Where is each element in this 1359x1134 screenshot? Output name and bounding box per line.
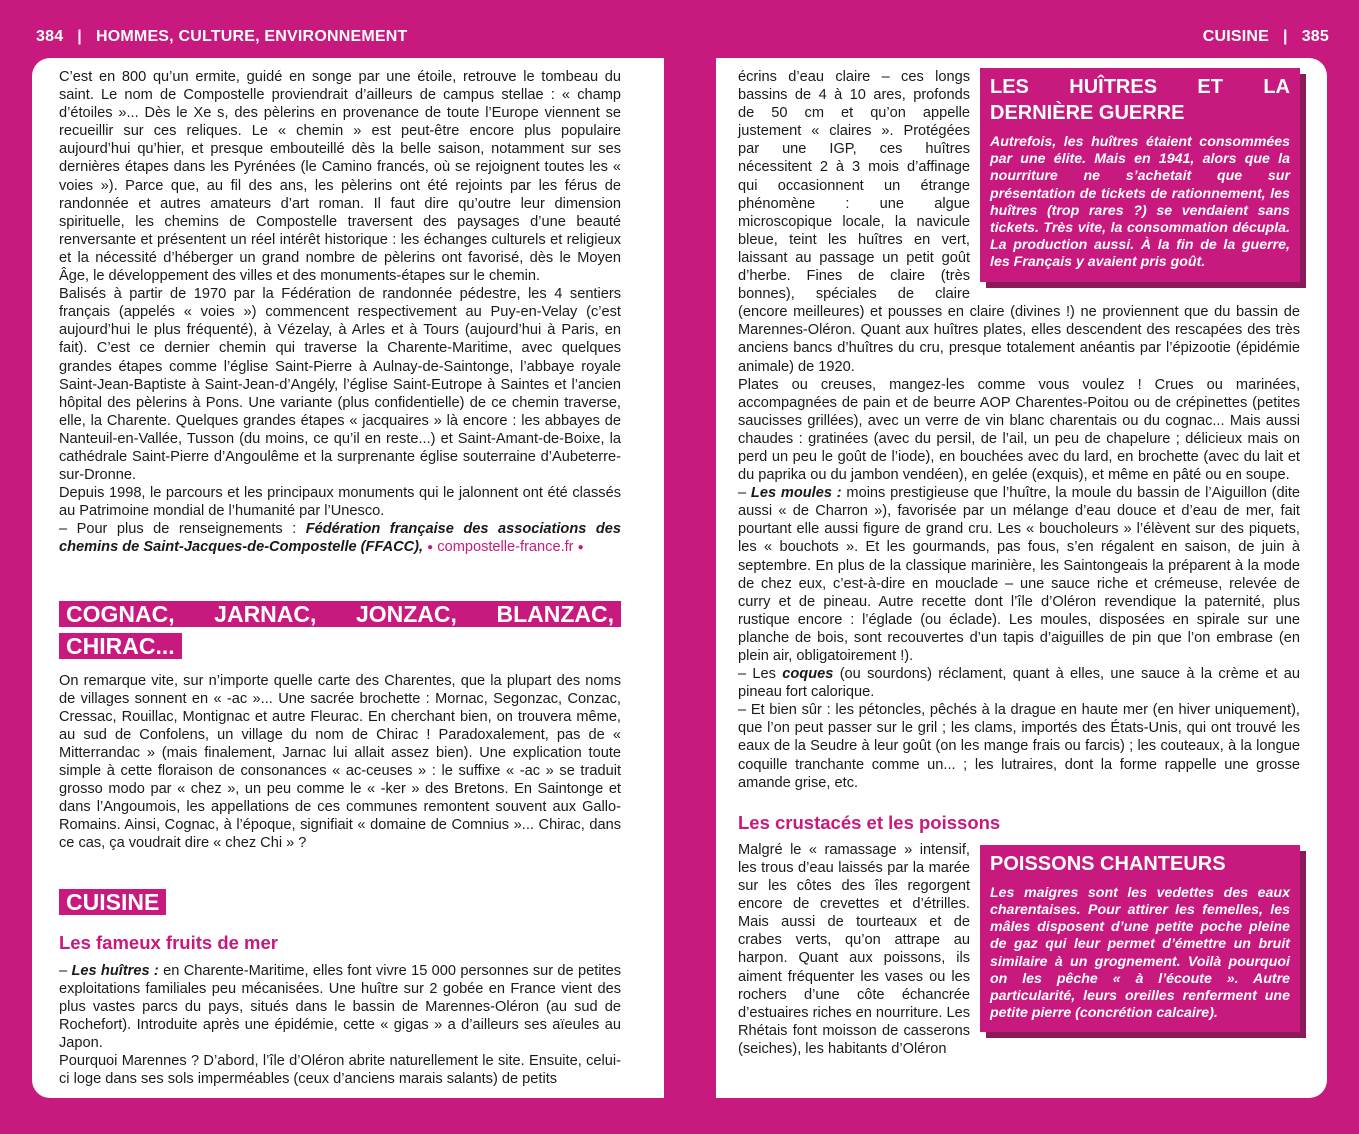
huitres-text: en Charente-Maritime, elles font vivre 15 000 personnes sur de petites exploitations familiales peu mécanisées. Une huître sur 2 gobée en France vient des plus vastes parcs du pays, situés dans le bassin de Marennes-Oléron (au sud de Rochefort). Introduite après une épidémie, cette « gigas » a d’ailleurs ses aïeules au Japon. [59,962,621,1051]
coques-text: (ou sourdons) réclament, quant à elles, une sauce à la crème et au pineau fort calorique. [738,666,1300,701]
paragraph: Malgré le « ramassage » intensif, les trous d’eau laissés par la marée sur les côtes des îles regorgent encore de crevettes et d’étrilles. Mais aussi de tourteaux et de crabes verts, qu’on attrape au harpon. Quant aux poissons, ils aiment fréquenter les vases ou les rochers d’une côte échancrée d’estuaires riches en nourriture. Les Rhétais font moisson de casserons (seiches), les habitants d’Oléron [738,841,970,1057]
bullet-icon: ● [577,542,584,554]
right-page-header [1203,28,1329,54]
section-title-cuisine [59,886,621,918]
section-title-text: COGNAC, JARNAC, JONZAC, BLANZAC, CHIRAC... [59,601,621,659]
term-coques: coques [782,666,834,683]
paragraph: – Les huîtres : en Charente-Maritime, elles font vivre 15 000 personnes sur de petites exploitations familiales peu mécanisées. Une huître sur 2 gobée en France vient des plus vastes parcs du pays, situés dans le bassin de Marennes-Oléron (au sud de Rochefort). Introduite après une épidémie, cette « gigas » a d’ailleurs ses aïeules au Japon. [59,962,621,1051]
organisation-name: Fédération française des associations des chemins de Saint-Jacques-de-Compostelle (FFACC), [59,521,621,556]
right-page-number: 385 [1301,28,1329,45]
info-paragraph [59,520,621,557]
website-link[interactable]: compostelle-france.fr [437,539,574,556]
info-prefix: – Pour plus de renseignements : [59,521,306,538]
paragraph: On remarque vite, sur n’importe quelle carte des Charentes, que la plupart des noms de villages sonnent en « -ac »... Une sacrée brochette : Mornac, Segonzac, Conzac, Cressac, Rouillac, Montignac et autre Fleurac. En cherchant bien, on trouvera même, au sud de Confolens, un village du nom de Chirac ! Paradoxalement, pas de « Mitterrandac » (mais finalement, Jarnac lui allait assez bien). Une explication toute simple à cette floraison de consonances « ac-ceuses » : le suffixe « -ac » se traduit grosso modo par « chez », un peu comme le « -ker » des Bretons. En Saintonge et dans l’Angoumois, les appellations de ces communes remontent souvent aux Gallo-Romains. Ainsi, Cognac, à l’époque, signifiait « domaine de Comnius »... Chirac, dans ce cas, ça voudrait dire « chez Chi » ? [59,672,621,852]
right-section-title: CUISINE [1202,28,1270,45]
sidebox-huitres-guerre [980,68,1300,282]
left-page-header [36,28,407,54]
page-notch [1297,453,1327,517]
left-page [32,58,664,1098]
paragraph [738,665,1300,701]
right-column [738,68,1300,1058]
left-page-number: 384 [36,28,64,45]
sidebox-title: LES HUÎTRES ET LA DERNIÈRE GUERRE [990,76,1290,124]
term-moules: Les moules : [750,485,842,502]
section-title-text: CUISINE [59,889,166,915]
section-title-cognac [59,598,621,662]
coques-prefix: – Les [738,666,783,683]
page-notch [32,453,62,517]
paragraph: Depuis 1998, le parcours et les principaux monuments qui le jalonnent ont été classés au Patrimoine mondial de l’humanité par l’Unesco. [59,485,621,520]
left-section-title: HOMMES, CULTURE, ENVIRONNEMENT [95,28,408,45]
paragraph: Plates ou creuses, mangez-les comme vous voulez ! Crues ou marinées, accompagnées de pain et de beurre AOP Charentes-Poitou ou de crépinettes (petites saucisses grillées), avec un verre de vin blanc charentais ou du cognac... Mais aussi chaudes : gratinées (avec du persil, de l’ail, un peu de chapelure ; délicieux mais on perd un peu le goût de l’iode), en bouchées avec du lard, en brochette (avec du lait et du paprika ou du jambon vendéen), en gelée (exquis), et même en pâté ou en soupe. [738,376,1300,484]
sidebox-text: Autrefois, les huîtres étaient consommées par une élite. Mais en 1941, alors que la nourriture ne s’achetait que sur présentation de tickets de rationnement, les huîtres (trop rares ?) se vendaient sans tickets. Très vite, la consommation décupla. La production aussi. À la fin de la guerre, les Français y avaient pris goût. [990,134,1290,271]
header-separator: | [1283,28,1288,45]
left-column [59,68,621,1088]
subsection-title: Les fameux fruits de mer [59,932,278,954]
header-separator: | [77,28,82,45]
sidebox-title: POISSONS CHANTEURS [990,852,1226,875]
sidebox-text: Les maigres sont les vedettes des eaux charentaises. Pour attirer les femelles, les mâles disposent d’une petite poche pleine de gaz qui leur permet d’émettre un bruit similaire à un grognement. Voilà pourquoi on les pêche « à l’écoute ». Autre particularité, leurs oreilles renferment une petite pierre (concrétion calcaire). [990,884,1290,1022]
subsection-title: Les crustacés et les poissons [738,811,1001,833]
paragraph: C’est en 800 qu’un ermite, guidé en songe par une étoile, retrouve le tombeau du saint. Le nom de Compostelle proviendrait d’ailleurs de campus stellae : « champ d’étoiles »... Dès le Xe s, des pèlerins en provenance de toute l’Europe viennent se recueillir sur ces reliques. Le « chemin » est peut-être encore plus populaire aujourd’hui qu’hier, et presque embouteillé dès la belle saison, notamment sur ses dernières étapes dans les Pyrénées (le Camino francés, où se rejoignent toutes les « voies »). Parce que, au fil des ans, les pèlerins ont été rejoints par les férus de randonnée et autres amateurs d’art roman. Il faut dire qu’outre leur dimension spirituelle, les chemins de Compostelle traversent des paysages d’une beauté renversante et présentent un réel intérêt historique : les échanges culturels et religieux et la nécessité d’héberger un grand nombre de pèlerins ont favorisé, dès le Moyen Âge, le développement des villes et des monuments-étapes sur le chemin. [59,69,621,285]
sidebox-poissons-chanteurs [980,845,1300,1033]
term-huitres: Les huîtres : [71,962,159,979]
paragraph: Balisés à partir de 1970 par la Fédération de randonnée pédestre, les 4 sentiers français (appelés « voies ») commencent respectivement au Puy-en-Velay (c’est aujourd’hui le plus fréquenté), à Vézelay, à Arles et à Tours (aujourd’hui à Paris, en fait). C’est ce dernier chemin qui traverse la Charente-Maritime, avec quelques grandes étapes comme l’église Saint-Pierre à Aulnay-de-Saintonge, l’abbaye royale Saint-Jean-Baptiste à Saint-Jean-d’Angély, l’église Saint-Eutrope à Saintes et l’ancien hôpital des pèlerins à Pons. Une variante (plus confidentielle) de ce chemin traverse, elle, la Charente. Quelques grandes étapes « jacquaires » là encore : les abbayes de Nanteuil-en-Vallée, Tusson (du moins, ce qu’il en reste...) et Saint-Amant-de-Boixe, la cathédrale Saint-Pierre d’Angoulême et la surprenante église souterraine d’Aubeterre-sur-Dronne. [59,286,621,484]
paragraph: – Et bien sûr : les pétoncles, pêchés à la drague en haute mer (en hiver uniquement), que l’on peut passer sur le gril ; les clams, importés des États-Unis, qui ont trouvé les eaux de la Seudre à leur goût (on les mange frais ou farcis) ; les couteaux, à la longue coquille tranchante comme un... ; les lutraires, dont la forme rappelle une grosse amande grise, etc. [738,702,1300,791]
paragraph: Pourquoi Marennes ? D’abord, l’île d’Oléron abrite naturellement le site. Ensuite, celui-ci loge dans ses sols imperméables (ceux d’anciens marais salants) de petits [59,1053,621,1088]
moules-text: moins prestigieuse que l’huître, la moule du bassin de l’Aiguillon (dite aussi « de Charron »), favorisée par un mélange d’eau douce et d’eau de mer, fait pourtant elle aussi figure de grand cru. Les « boucholeurs » l’élèvent sur des piquets, les « bouchots ». Et les gourmands, pas fous, s’en régalent en saison, de juin à septembre. En plus de la classique marinière, les Saintongeais la préparent à la mode de chez eux, c’est-à-dire en mouclade – une sauce riche et crémeuse, relevée de curry et de pineau. Autre recette dont l’île d’Oléron revendique la paternité, plus rustique encore : l’églade (ou éclade). Les moules, disposées en spirale sur une planche de bois, sont recouvertes d’un tapis d’aiguilles de pin que l’on embrase (en plein air, obligatoirement !). [738,485,1301,664]
paragraph: – Les moules : moins prestigieuse que l’huître, la moule du bassin de l’Aiguillon (dite aussi « de Charron »), favorisée par un mélange d’eau douce et d’eau de mer, fait pourtant elle aussi figure de grand cru. Les « boucholeurs » l’élèvent sur des piquets, les « bouchots ». Et les gourmands, pas fous, s’en régalent en saison, de juin à septembre. En plus de la classique marinière, les Saintongeais la préparent à la mode de chez eux, c’est-à-dire en mouclade – une sauce riche et crémeuse, relevée de curry et de pineau. Autre recette dont l’île d’Oléron revendique la paternité, plus rustique encore : l’églade (ou éclade). Les moules, disposées en spirale sur une planche de bois, sont recouvertes d’un tapis d’aiguilles de pin que l’on embrase (en plein air, obligatoirement !). [738,485,1301,664]
right-page [716,58,1327,1098]
paragraph: écrins d’eau claire – ces longs bassins de 4 à 10 ares, profonds de 50 cm et qu’on appelle justement « claires ». Protégées par une IGP, ces huîtres nécessitent 2 à 3 mois d’affinage qui occasionnent un étrange phénomène : une algue microscopique locale, la navicule bleue, teint les huîtres en vert, laissant au passage un petit goût d’herbe. Fines de claire (très bonnes), spéciales de claire (encore meilleures) et pousses en claire (divines !) ne proviennent que du bassin de Marennes-Oléron. Quant aux huîtres plates, elles descendent des rescapées des très anciens bancs d’huîtres du cru, presque totalement anéantis par l’épizootie (épidémie animale) de 1920. [738,69,1300,375]
bullet-icon: ● [427,542,434,554]
